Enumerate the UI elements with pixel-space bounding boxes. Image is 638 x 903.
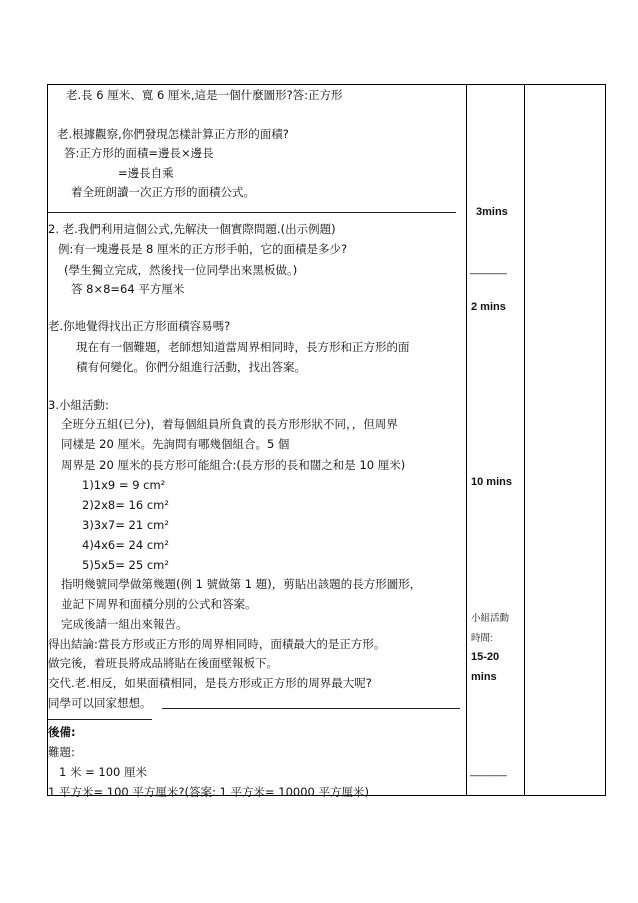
time-caption: 時間: (471, 633, 493, 644)
line: 1)1x9 = 9 cm² (82, 478, 166, 492)
line: 3)3x7= 21 cm² (82, 518, 169, 532)
time-label: 15-20 (471, 651, 500, 663)
line: 得出結論:當長方形或正方形的周界相同時，面積最大的是正方形。 (48, 637, 386, 651)
line: 難題: (48, 745, 75, 759)
line: 着全班朗讀一次正方形的面積公式。 (71, 185, 255, 199)
line: (學生獨立完成，然後找一位同學出來黑板做。) (64, 263, 298, 277)
line: 完成後請一組出來報告。 (61, 617, 188, 631)
line: 現在有一個難題，老師想知道當周界相同時，長方形和正方形的面 (76, 340, 410, 354)
line: 答 8×8=64 平方厘米 (71, 282, 185, 296)
line: 同學可以回家想想。 (48, 696, 152, 710)
line: 老.長 6 厘米、寬 6 厘米,這是一個什麼圖形?答:正方形 (66, 88, 343, 102)
line: =邊長自乘 (118, 166, 174, 180)
column-divider (466, 84, 467, 796)
line: 2)2x8= 16 cm² (82, 498, 169, 512)
line: 答:正方形的面積=邊長×邊長 (64, 146, 214, 160)
line: 例:有一塊邊長是 8 厘米的正方形手帕，它的面積是多少? (58, 242, 348, 256)
line: 1 米 = 100 厘米 (59, 765, 148, 779)
answer-blank-line (48, 719, 152, 720)
line: 交代.老.相反，如果面積相同，是長方形或正方形的周界最大呢? (48, 676, 372, 690)
line: 4)4x6= 24 cm² (82, 538, 169, 552)
time-label: 2 mins (471, 301, 506, 313)
line: 並記下周界和面積分別的公式和答案。 (61, 597, 257, 611)
line: 周界是 20 厘米的長方形可能組合:(長方形的長和闊之和是 10 厘米) (61, 458, 406, 472)
separator-rule (48, 212, 456, 213)
time-label: 10 mins (471, 476, 512, 488)
line: 積有何變化。你們分組進行活動，找出答案。 (76, 360, 306, 374)
line: 2. 老.我們利用這個公式,先解決一個實際問題.(出示例題) (48, 222, 336, 236)
line: 指明幾號同學做第幾題(例 1 號做第 1 題)，剪貼出該題的長方形圖形， (61, 577, 422, 591)
line: 做完後，着班長將成品將貼在後面壁報板下。 (48, 656, 278, 670)
time-label: mins (471, 671, 497, 683)
line: 1 平方米= 100 平方厘米?(答案: 1 平方米= 10000 平方厘米) (48, 785, 369, 799)
column-divider (524, 84, 525, 796)
blank-line: ______ (470, 263, 507, 275)
line: 老.根據觀察,你們發現怎樣計算正方形的面積? (57, 127, 289, 141)
time-label: 3mins (476, 206, 508, 218)
activity-label: 小組活動 (471, 613, 510, 624)
line: 老.你地覺得找出正方形面積容易嗎? (48, 319, 231, 333)
line: 5)5x5= 25 cm² (82, 558, 169, 572)
line: 全班分五組(已分)，着每個組員所負責的長方形形狀不同，，但周界 (61, 417, 398, 431)
line: 同樣是 20 厘米。先詢問有哪幾個組合。5 個 (61, 437, 290, 451)
answer-blank-line (162, 708, 460, 709)
section-heading: 後備: (48, 725, 76, 739)
line: 3.小組活動: (48, 398, 109, 412)
blank-line: ______ (470, 765, 507, 777)
